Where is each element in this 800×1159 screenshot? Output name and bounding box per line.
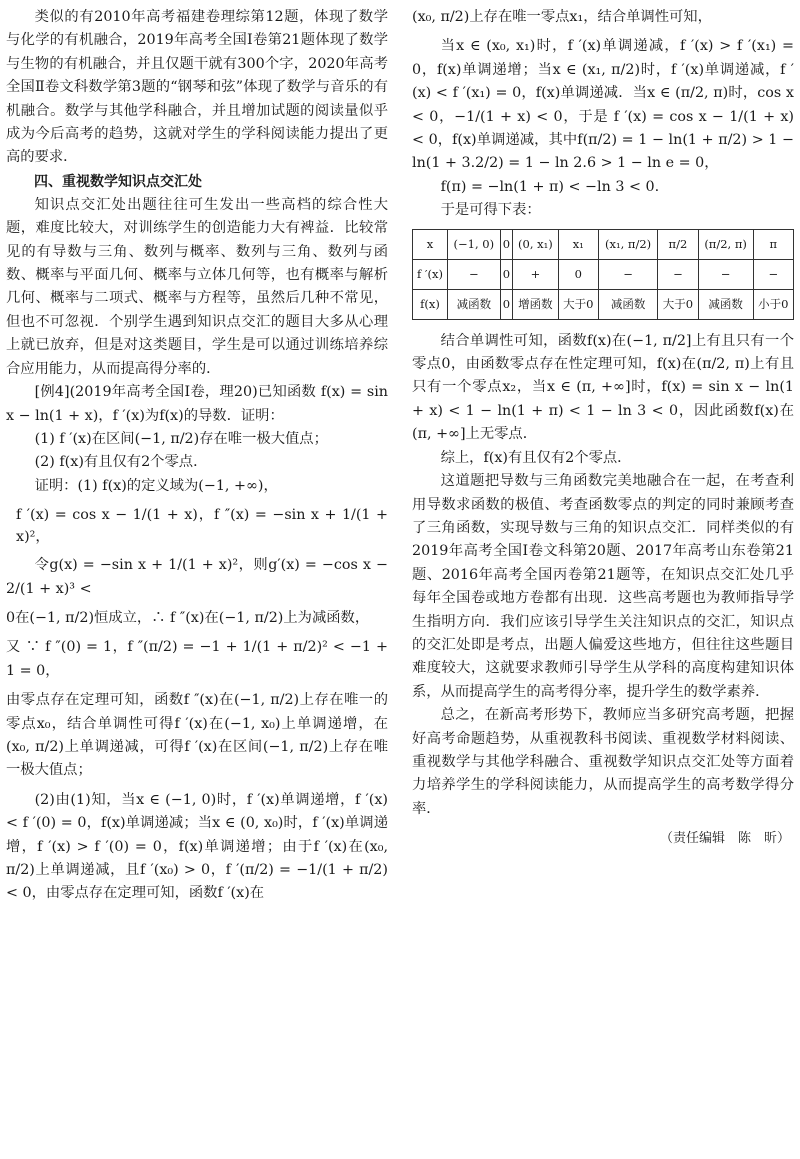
table-cell: x₁ <box>558 229 598 259</box>
table-cell: 减函数 <box>598 289 657 319</box>
table-cell: 大于0 <box>558 289 598 319</box>
table-cell: − <box>658 259 698 289</box>
equation-g: 令g(x) = −sin x + 1/(1 + x)²，则g′(x) = −cos x − 2/(1 + x)³ < <box>6 557 388 597</box>
f-pi-inequality: f(π) = −ln(1 + π) < −ln 3 < 0. <box>440 178 660 195</box>
table-row <box>413 259 794 289</box>
right-column <box>412 6 794 846</box>
variation-table <box>412 229 794 320</box>
table-cell: 0 <box>500 259 512 289</box>
left-column <box>6 6 388 906</box>
table-cell: − <box>698 259 753 289</box>
proof-part-one: 证明：(1) f(x)的定义域为(−1, +∞)， <box>34 477 278 494</box>
table-cell: 减函数 <box>448 289 501 319</box>
table-cell: − <box>753 259 793 289</box>
table-cell: + <box>513 259 559 289</box>
question-one: (1) f ′(x)在区间(−1, π/2)存在唯一极大值点； <box>34 430 328 447</box>
table-cell: 0 <box>558 259 598 289</box>
table-cell: 减函数 <box>698 289 753 319</box>
proof-part-two: (2)由(1)知，当x ∈ (−1, 0)时，f ′(x)单调递增，f ′(x) < f ′(0) = 0，f(x)单调递减；当x ∈ (0, x₀)时，f ′(x)单调递增，f ′(x) > f ′(0) = 0，f(x)单调递增；由于f ′(x)在(x₀, π/2)上单调递减，且f ′(x₀) > 0，f ′(π/2) = −1/(1 + π/2) < 0，由零点存在定理可知，函数f ′(x)在 <box>6 791 388 902</box>
conclusion-line: 综上，f(x)有且仅有2个零点． <box>440 449 632 466</box>
equation-derivatives: f ′(x) = cos x − 1/(1 + x)，f ″(x) = −sin x + 1/(1 + x)²， <box>16 507 388 546</box>
section-heading: 四、重视数学知识点交汇处 <box>34 173 202 190</box>
zero-theorem-paragraph: 由零点存在定理可知，函数f ″(x)在(−1, π/2)上存在唯一的零点x₀，结合单调性可得f ′(x)在(−1, x₀)上单调递增，在(x₀, π/2)上单调递减，可得f ′(x)在区间(−1, π/2)上存在唯一极大值点； <box>6 692 388 779</box>
zero-count-paragraph: 结合单调性可知，函数f(x)在(−1, π/2]上有且只有一个零点0，由函数零点存在性定理可知，f(x)在(π/2, π)上有且只有一个零点x₂，当x ∈ (π, +∞]时，f(x) = sin x − ln(1 + x) < 1 − ln(1 + π) < 1 − ln 3 < 0，因此函数f(x)在(π, +∞]上无零点． <box>412 332 794 443</box>
table-cell: x <box>413 229 448 259</box>
table-cell: f(x) <box>413 289 448 319</box>
table-cell: 0 <box>500 229 512 259</box>
section-paragraph: 知识点交汇处出题往往可生发出一些高档的综合性大题，难度比较大，对训练学生的创造能力大有裨益．比较常见的有导数与三角、数列与概率、数列与三角、数列与函数、概率与平面几何、概率与立体几何等，也有概率与解析几何、概率与二项式、概率与方程等，虽然后几种不常见，但也不可忽视．个别学生遇到知识点交汇的题目大多从心理上就已放弃，但是对这类题目，学生是可以通过训练培养综合应用能力，从而提高得分率的． <box>6 196 388 377</box>
table-cell: (x₁, π/2) <box>598 229 657 259</box>
table-cell: (π/2, π) <box>698 229 753 259</box>
question-two: (2) f(x)有且仅有2个零点． <box>34 454 208 471</box>
table-cell: − <box>598 259 657 289</box>
monotonic-analysis: 当x ∈ (x₀, x₁)时，f ′(x)单调递减，f ′(x) > f ′(x₁) = 0，f(x)单调递增；当x ∈ (x₁, π/2)时，f ′(x)单调递减，f ′(x) < f ′(x₁) = 0，f(x)单调递减．当x ∈ (π/2, π)时，cos x < 0，−1/(1 + x) < 0，于是 f ′(x) = cos x − 1/(1 + x) < 0，f(x)单调递减，其中f(π/2) = 1 − ln(1 + π/2) > 1 − ln(1 + 3.2/2) = 1 − ln 2.6 > 1 − ln e = 0， <box>412 38 794 172</box>
equation-decreasing: 0在(−1, π/2)恒成立，∴ f ″(x)在(−1, π/2)上为减函数， <box>6 609 370 626</box>
intro-paragraph: 类似的有2010年高考福建卷理综第12题，体现了数学与化学的有机融合，2019年高考全国Ⅰ卷第21题体现了数学与生物的有机融合，并且仅题干就有300个字，2020年高考全国Ⅱ卷文科数学第3题的“钢琴和弦”体现了数学与音乐的有机融合。数学与其他学科融合，并且增加试题的阅读量似乎成为今后高考的趋势，这就对学生的学科阅读能力提出了更高的要求． <box>6 9 388 166</box>
table-cell: 大于0 <box>658 289 698 319</box>
commentary-paragraph: 这道题把导数与三角函数完美地融合在一起，在考查利用导数求函数的极值、考查函数零点的判定的同时兼顾考查了三角函数，实现导数与三角的知识点交汇．同样类似的有2019年高考全国Ⅰ卷文科第20题、2017年高考山东卷第21题、2016年高考全国丙卷第21题等，在知识点交汇处几乎每年全国卷或地方卷都有出现．这些高考题也为教师指导学生指明方向．我们应该引导学生关注知识点的交汇，知识点的交汇处即是考点，出题人偏爱这些地方，但往往这些题目难度较大，这就要求教师引导学生从学科的高度构建知识体系，从而提高学生的高考得分率，提升学生的数学素养． <box>412 473 794 700</box>
editor-credit: （责任编辑 陈 昕） <box>659 831 790 847</box>
example-statement: [例4](2019年高考全国Ⅰ卷，理20)已知函数 f(x) = sin x − ln(1 + x)，f ′(x)为f(x)的导数．证明： <box>6 384 388 424</box>
table-cell: 0 <box>500 289 512 319</box>
table-cell: (−1, 0) <box>448 229 501 259</box>
equation-value: 又 ∵ f ″(0) = 1，f ″(π/2) = −1 + 1/(1 + π/2)² < −1 + 1 = 0， <box>6 639 388 679</box>
table-cell: − <box>448 259 501 289</box>
continuation-line: (x₀, π/2)上存在唯一零点x₁，结合单调性可知， <box>412 9 712 25</box>
table-cell: π/2 <box>658 229 698 259</box>
table-row <box>413 289 794 319</box>
table-cell: f ′(x) <box>413 259 448 289</box>
table-cell: (0, x₁) <box>513 229 559 259</box>
table-cell: 增函数 <box>513 289 559 319</box>
table-intro: 于是可得下表： <box>440 202 541 219</box>
table-cell: 小于0 <box>753 289 793 319</box>
summary-paragraph: 总之，在新高考形势下，教师应当多研究高考题，把握好高考命题趋势，从重视教科书阅读、重视数学材料阅读、重视数学与其他学科融合、重视数学知识点交汇处等方面着力培养学生的学科阅读能力，从而提高学生的高考数学得分率． <box>412 707 794 817</box>
table-header-row <box>413 229 794 259</box>
table-cell: π <box>753 229 793 259</box>
